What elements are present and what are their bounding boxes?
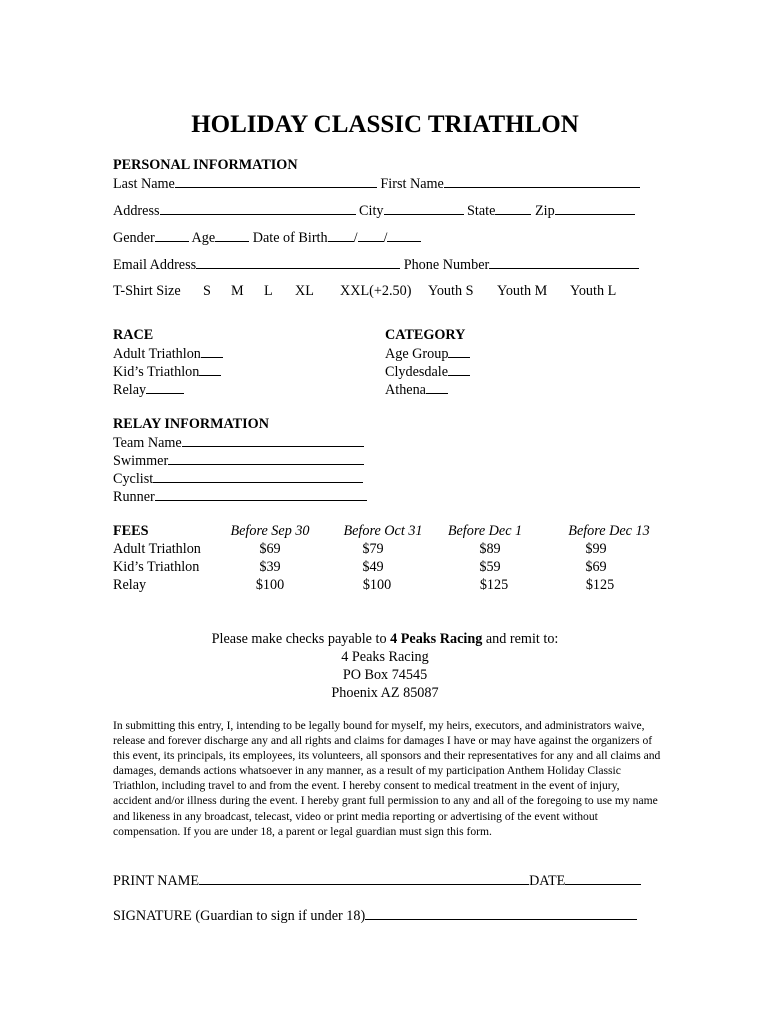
phone-label: Phone Number [403, 257, 490, 273]
relay-runner-label: Runner [113, 489, 155, 505]
race-check-field[interactable] [146, 380, 184, 394]
tshirt-option[interactable]: XXL(+2.50) [340, 283, 412, 299]
race-section [113, 326, 223, 398]
last-name-field[interactable] [175, 174, 377, 188]
payment-text: and remit to: [482, 631, 559, 647]
fees-column-header: Before Oct 31 [343, 523, 423, 539]
race-option-relay[interactable] [113, 380, 223, 398]
category-option-age-group[interactable] [385, 344, 470, 362]
relay-team-field[interactable] [182, 433, 364, 447]
relay-team-row [113, 433, 367, 451]
relay-cyclist-row [113, 469, 367, 487]
category-option-label: Clydesdale [385, 364, 449, 380]
relay-swimmer-label: Swimmer [113, 453, 169, 469]
relay-cyclist-label: Cyclist [113, 471, 154, 487]
waiver-text: In submitting this entry, I, intending to be legally bound for myself, my heirs, executors, and administrators waive, release and forever discharge any and all rights and claims for damages I have or may have against the organizers of this event, its principals, its employees, its volunteers, all sponsors and their representatives for any and all claims and damages, demands actions whatsoever in any manner, as a result of my participation Anthem Holiday Classic Triathlon, including travel to and from the event. I hereby consent to medical treatment in the event of injury, accident and/or illness during the event. I hereby grant full permission to any and all of the foregoing to use my name and likeness in any broadcast, telecast, video or print media reporting or advertising of the event without compensation. If you are under 18, a parent or legal guardian must sign this form. [113, 719, 661, 838]
zip-field[interactable] [555, 201, 635, 215]
payee-name: 4 Peaks Racing [390, 631, 483, 647]
gender-label: Gender [113, 230, 155, 246]
fees-heading: FEES [113, 523, 149, 539]
race-option-adult[interactable] [113, 344, 223, 362]
gender-row [113, 228, 421, 247]
address-field[interactable] [160, 201, 356, 215]
last-name-row [113, 174, 640, 193]
fees-row-label: Relay [113, 577, 147, 593]
race-option-label: Relay [113, 382, 147, 398]
fee-value: $79 [362, 541, 384, 557]
email-row [113, 255, 639, 274]
payment-text: Please make checks payable to [211, 631, 391, 647]
fee-value: $99 [585, 541, 607, 557]
category-option-label: Age Group [385, 346, 449, 362]
race-option-kids[interactable] [113, 362, 223, 380]
payment-instructions [0, 630, 770, 702]
fee-value: $100 [255, 577, 285, 593]
relay-runner-row [113, 487, 367, 505]
category-check-field[interactable] [448, 344, 470, 358]
relay-swimmer-field[interactable] [168, 451, 364, 465]
tshirt-option[interactable]: M [231, 283, 244, 299]
tshirt-label: T-Shirt Size [113, 283, 181, 299]
dob-month-field[interactable] [328, 228, 354, 242]
city-field[interactable] [384, 201, 464, 215]
remit-address-line: 4 Peaks Racing [341, 649, 429, 665]
relay-section [113, 415, 367, 505]
signature-row [113, 906, 637, 925]
email-label: Email Address [113, 257, 197, 273]
state-label: State [467, 203, 496, 219]
race-check-field[interactable] [201, 344, 223, 358]
relay-heading: RELAY INFORMATION [113, 416, 269, 432]
email-field[interactable] [196, 255, 400, 269]
fee-value: $59 [479, 559, 501, 575]
personal-heading: PERSONAL INFORMATION [113, 157, 298, 173]
category-check-field[interactable] [448, 362, 470, 376]
category-option-athena[interactable] [385, 380, 470, 398]
category-heading: CATEGORY [385, 327, 466, 343]
remit-address-line: PO Box 74545 [342, 667, 428, 683]
last-name-label: Last Name [113, 176, 175, 192]
category-option-clydesdale[interactable] [385, 362, 470, 380]
fee-value: $125 [585, 577, 615, 593]
dob-separator: / [353, 230, 358, 246]
first-name-field[interactable] [444, 174, 640, 188]
category-option-label: Athena [385, 382, 426, 398]
fees-column-header: Before Sep 30 [230, 523, 310, 539]
print-name-row [113, 871, 641, 890]
phone-field[interactable] [489, 255, 639, 269]
form-title: HOLIDAY CLASSIC TRIATHLON [191, 111, 579, 138]
relay-cyclist-field[interactable] [153, 469, 363, 483]
city-label: City [359, 203, 384, 219]
race-option-label: Adult Triathlon [113, 346, 201, 362]
state-field[interactable] [495, 201, 531, 215]
remit-address-line: Phoenix AZ 85087 [331, 685, 439, 701]
category-check-field[interactable] [426, 380, 448, 394]
address-row [113, 201, 635, 220]
relay-swimmer-row [113, 451, 367, 469]
fees-row-label: Kid’s Triathlon [113, 559, 200, 575]
dob-year-field[interactable] [387, 228, 421, 242]
fees-column-header: Before Dec 13 [568, 523, 650, 539]
payment-line [0, 630, 770, 648]
date-field[interactable] [565, 871, 641, 885]
age-label: Age [191, 230, 216, 246]
tshirt-option[interactable]: XL [295, 283, 314, 299]
print-name-field[interactable] [199, 871, 529, 885]
race-heading: RACE [113, 327, 154, 343]
category-section [385, 326, 470, 398]
fees-column-header: Before Dec 1 [447, 523, 523, 539]
tshirt-option[interactable]: Youth S [428, 283, 474, 299]
first-name-label: First Name [380, 176, 444, 192]
dob-day-field[interactable] [358, 228, 384, 242]
zip-label: Zip [534, 203, 555, 219]
relay-runner-field[interactable] [155, 487, 367, 501]
date-label: DATE [529, 873, 566, 889]
tshirt-option[interactable]: Youth M [497, 283, 548, 299]
race-check-field[interactable] [199, 362, 221, 376]
dob-separator: / [383, 230, 388, 246]
age-field[interactable] [215, 228, 249, 242]
race-option-label: Kid’s Triathlon [113, 364, 200, 380]
tshirt-option[interactable]: L [264, 283, 273, 299]
fees-row-label: Adult Triathlon [113, 541, 201, 557]
fee-value: $69 [259, 541, 281, 557]
tshirt-option[interactable]: Youth L [570, 283, 617, 299]
address-label: Address [113, 203, 160, 219]
gender-field[interactable] [155, 228, 189, 242]
tshirt-option[interactable]: S [203, 283, 211, 299]
fee-value: $89 [479, 541, 501, 557]
print-name-label: PRINT NAME [113, 873, 200, 889]
fee-value: $39 [259, 559, 281, 575]
fee-value: $49 [362, 559, 384, 575]
fee-value: $69 [585, 559, 607, 575]
signature-field[interactable] [365, 906, 637, 920]
dob-label: Date of Birth [252, 230, 328, 246]
relay-team-label: Team Name [113, 435, 182, 451]
fee-value: $125 [479, 577, 509, 593]
signature-label: SIGNATURE (Guardian to sign if under 18) [113, 908, 366, 924]
fee-value: $100 [362, 577, 392, 593]
